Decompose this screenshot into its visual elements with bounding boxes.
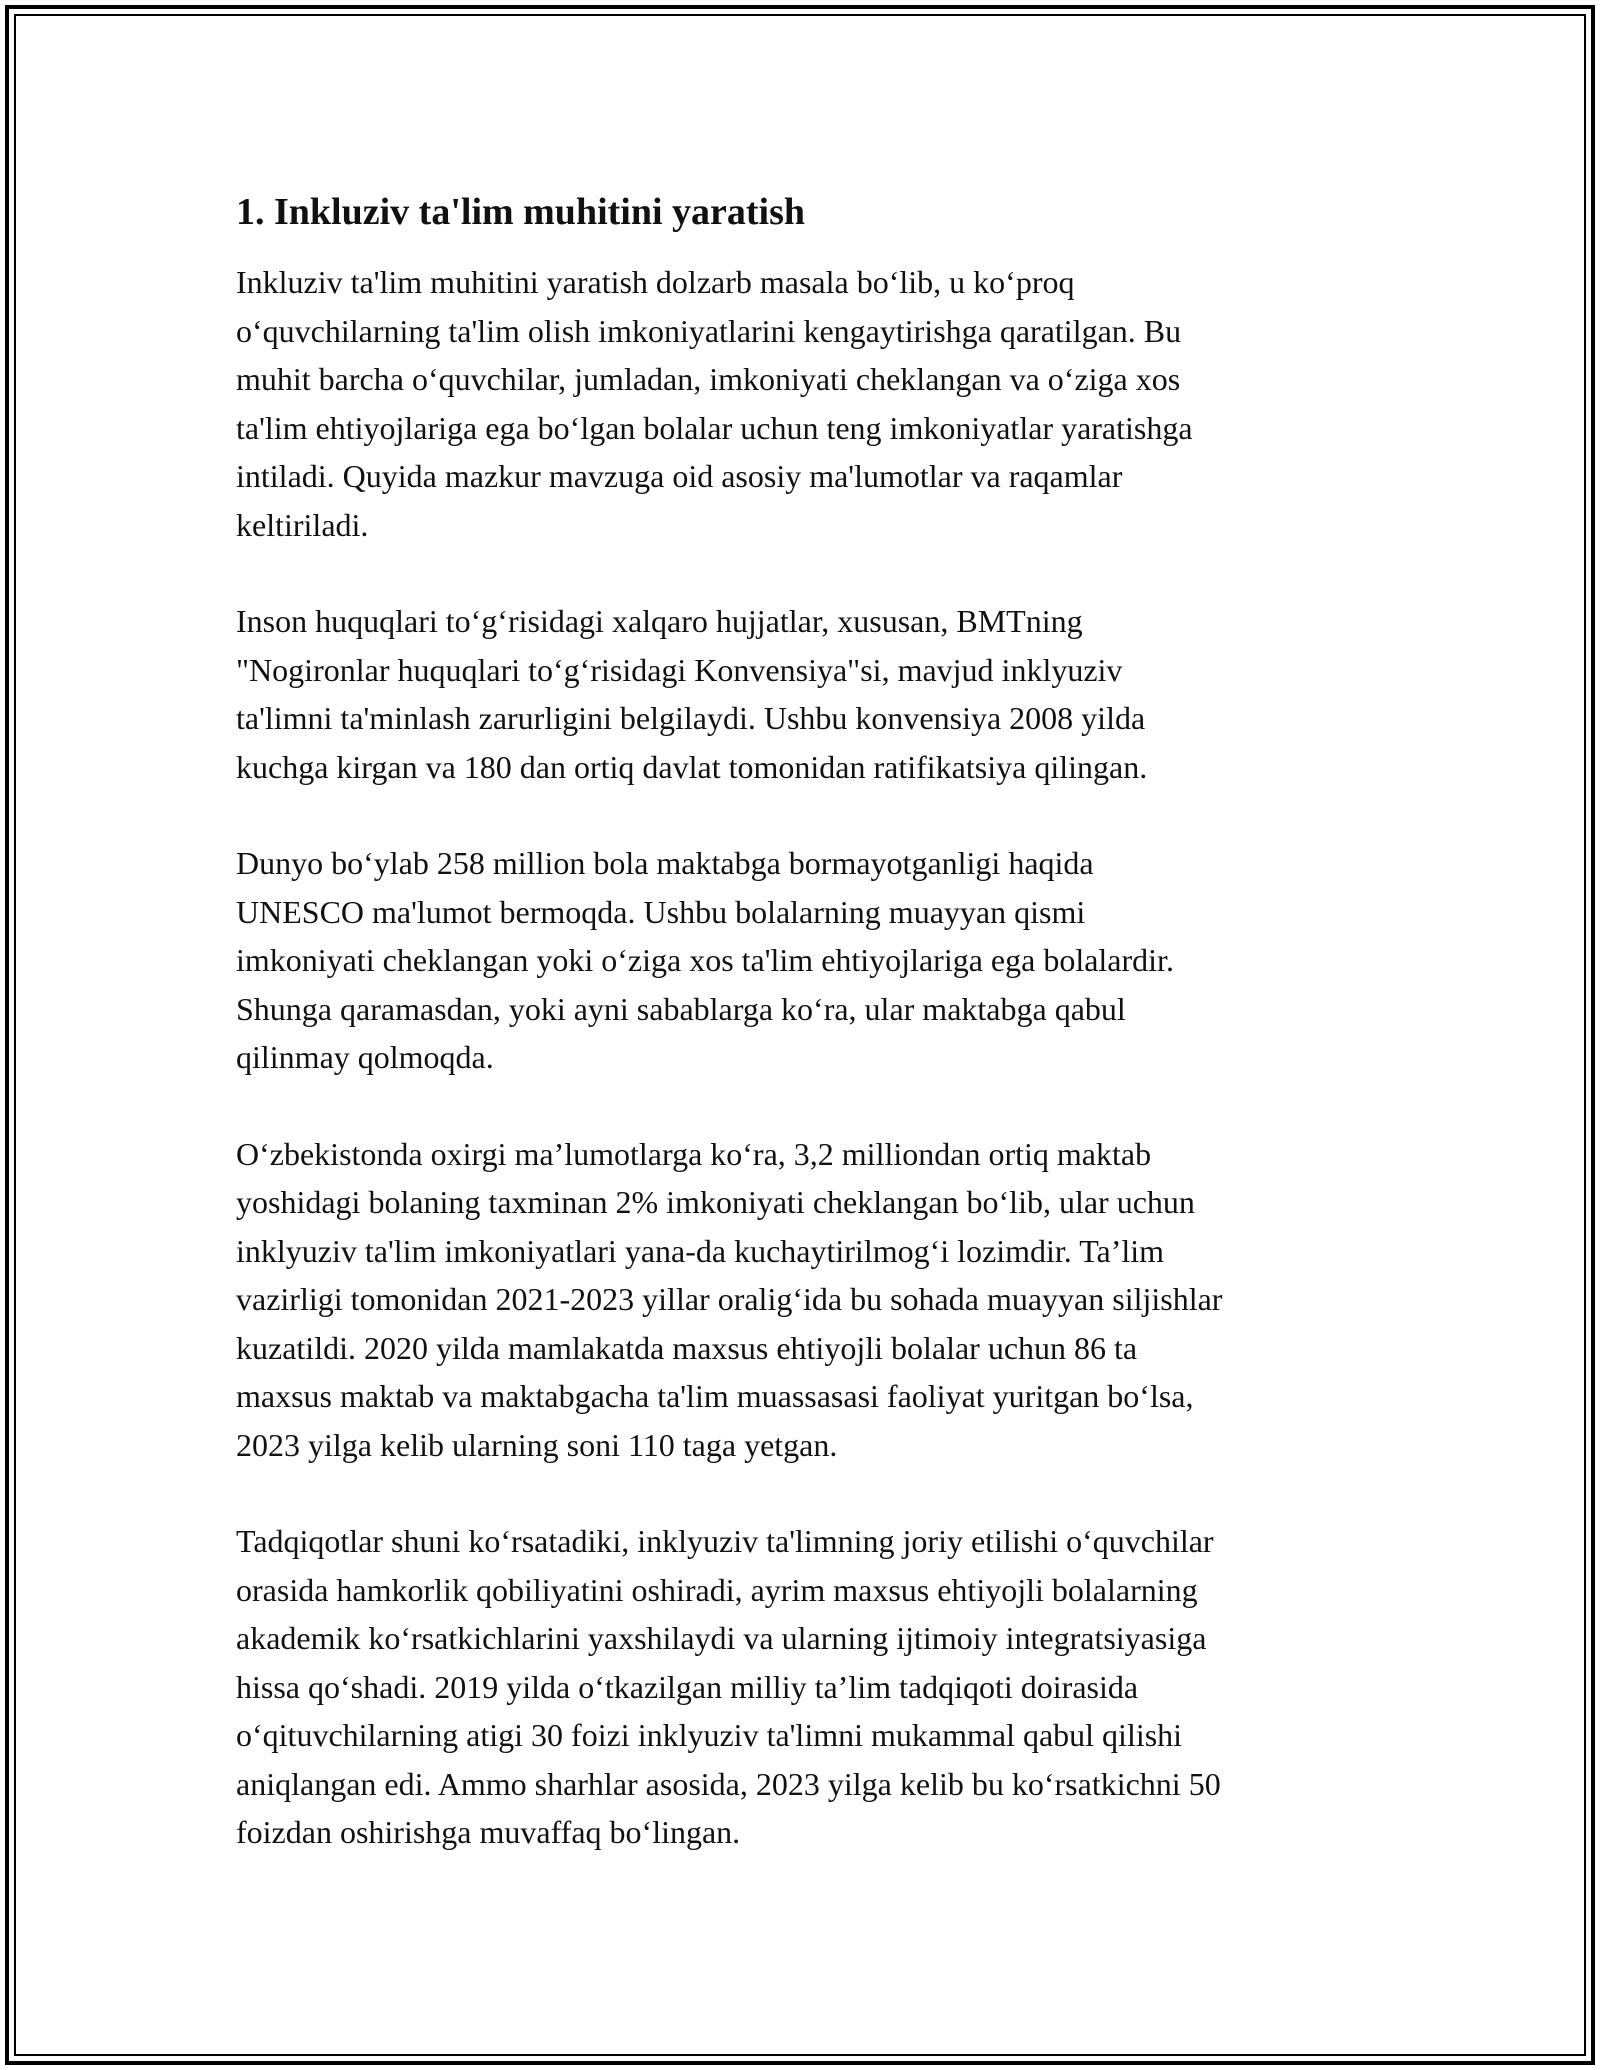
- section-heading: 1. Inkluziv ta'lim muhitini yaratish: [236, 191, 806, 233]
- paragraph-unesco: Dunyo boʻylab 258 million bola maktabga bormayotganligi haqida UNESCO ma'lumot bermoqda. Ushbu bolalarning muayyan qismi imkoniyati cheklangan yoki oʻziga xos ta'lim ehtiyojlariga ega bolalardir. Shunga qaramasdan, yoki ayni sabablarga koʻra, ular maktabga qabul qilinmay qolmoqda.: [236, 845, 1174, 1075]
- document-body: [236, 188, 1376, 1905]
- paragraph-research: Tadqiqotlar shuni koʻrsatadiki, inklyuziv ta'limning joriy etilishi oʻquvchilar orasida hamkorlik qobiliyatini oshiradi, ayrim maxsus ehtiyojli bolalarning akademik koʻrsatkichlarini yaxshilaydi va ularning ijtimoiy integratsiyasiga hissa qoʻshadi. 2019 yilda oʻtkazilgan milliy ta’lim tadqiqoti doirasida oʻqituvchilarning atigi 30 foizi inklyuziv ta'limni mukammal qabul qilishi aniqlangan edi. Ammo sharhlar asosida, 2023 yilga kelib bu koʻrsatkichni 50 foizdan oshirishga muvaffaq boʻlingan.: [236, 1523, 1221, 1850]
- paragraph-intro: Inkluziv ta'lim muhitini yaratish dolzarb masala boʻlib, u koʻproq oʻquvchilarning ta'lim olish imkoniyatlarini kengaytirishga qaratilgan. Bu muhit barcha oʻquvchilar, jumladan, imkoniyati cheklangan va oʻziga xos ta'lim ehtiyojlariga ega boʻlgan bolalar uchun teng imkoniyatlar yaratishga intiladi. Quyida mazkur mavzuga oid asosiy ma'lumotlar va raqamlar keltiriladi.: [236, 264, 1193, 543]
- paragraph-convention: Inson huquqlari toʻgʻrisidagi xalqaro hujjatlar, xususan, BMTning "Nogironlar huquqlari toʻgʻrisidagi Konvensiya"si, mavjud inklyuziv ta'limni ta'minlash zarurligini belgilaydi. Ushbu konvensiya 2008 yilda kuchga kirgan va 180 dan ortiq davlat tomonidan ratifikatsiya qilingan.: [236, 603, 1148, 785]
- paragraph-uzbekistan: Oʻzbekistonda oxirgi ma’lumotlarga koʻra, 3,2 milliondan ortiq maktab yoshidagi bolaning taxminan 2% imkoniyati cheklangan boʻlib, ular uchun inklyuziv ta'lim imkoniyatlari yana-da kuchaytirilmogʻi lozimdir. Ta’lim vazirligi tomonidan 2021-2023 yillar oraligʻida bu sohada muayyan siljishlar kuzatildi. 2020 yilda mamlakatda maxsus ehtiyojli bolalar uchun 86 ta maxsus maktab va maktabgacha ta'lim muassasasi faoliyat yuritgan boʻlsa, 2023 yilga kelib ularning soni 110 taga yetgan.: [236, 1135, 1223, 1463]
